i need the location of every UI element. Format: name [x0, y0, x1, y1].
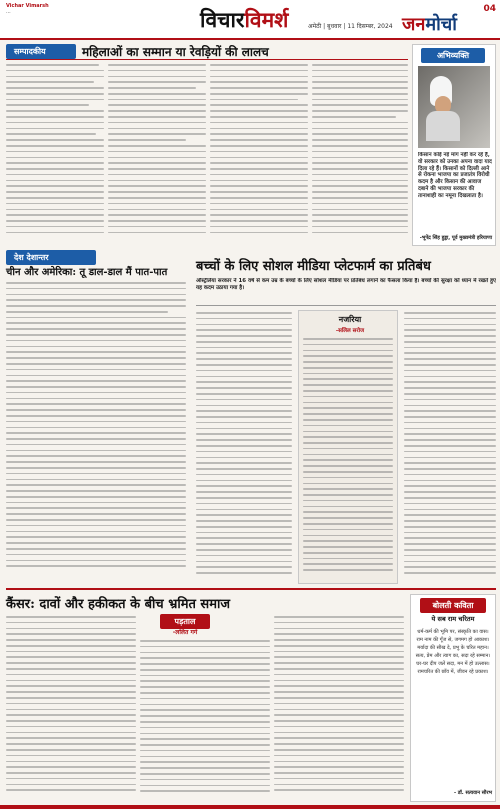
desh-headline: चीन और अमेरिका: तू डाल-डाल मैं पात-पात — [6, 267, 168, 278]
poem-line: राम नाम की गूँज से, जगमग हो आकाश। — [416, 637, 490, 643]
politician-photo — [418, 66, 490, 148]
abhivyakti-quote — [418, 152, 492, 232]
cancer-column-2 — [140, 640, 270, 801]
brand-logo — [402, 12, 457, 36]
section-label-kavita: बोलती कविता — [420, 598, 486, 613]
masthead-left-label: Vichar Vimarsh — [6, 3, 49, 9]
quote-text: किसान कोई नई मांग नहीं कर रहे हैं, वो सरकार को उनका अपना वादा याद दिला रहे हैं। किसानों को दिल्ली आने से रोकना भाजपा का प्रजातंत्र विरोधी कदम है और किसान की आवाज दबाने की भाजपा सरकार की तानाशाही का नमूना दिखलाता है। — [418, 152, 492, 199]
editorial-column-2 — [108, 64, 206, 244]
footer-rule — [0, 805, 500, 809]
masthead-left-text: ... — [6, 9, 11, 15]
quote-author: -भूपेंद्र सिंह हुड्डा, पूर्व मुख्यमंत्री हरियाणा — [419, 235, 492, 241]
divider — [196, 305, 496, 306]
kavita-title: ये सब राम चरितम — [431, 615, 475, 623]
poem-line: घर-घर दीप जलें सदा, मन में हो उल्लास। — [416, 661, 490, 667]
brand-part2: मोर्चा — [425, 14, 457, 35]
cancer-column-3 — [274, 616, 404, 801]
ban-column-1 — [196, 312, 292, 584]
ban-column-3 — [404, 312, 496, 584]
kavita-author: - डॉ. सत्यवान सौरभ — [454, 790, 492, 796]
section-label-editorial: सम्पादकीय — [6, 44, 76, 59]
desh-article-body — [6, 282, 186, 582]
masthead — [0, 0, 500, 40]
cancer-byline: -ललित गर्ग — [172, 629, 198, 636]
masthead-left-block — [6, 3, 196, 15]
masthead-date: अमेठी | बुधवार | 11 दिसम्बर, 2024 — [308, 23, 393, 30]
photo-body — [426, 111, 460, 141]
poem-line: धर्म-कर्म की भूमि पर, संस्कृति का वास। — [417, 629, 489, 635]
section-label-abhivyakti: अभिव्यक्ति — [421, 48, 485, 63]
brand-part1: जन — [402, 14, 426, 35]
nazariya-byline: -सलिल सरोज — [335, 328, 365, 334]
nazariya-body — [303, 338, 393, 580]
section-label-padtaal: पड़ताल — [160, 614, 210, 629]
page-title-part2: विमर्श — [244, 7, 289, 32]
editorial-column-3 — [210, 64, 308, 244]
ban-headline: बच्चों के लिए सोशल मीडिया प्लेटफार्म का प्रतिबंध — [196, 259, 431, 274]
poem-line: रामचरित की छाँव में, जीवन रहे प्रकाश। — [417, 669, 489, 675]
kavita-poem — [414, 628, 492, 788]
editorial-headline: महिलाओं का सम्मान या रेवड़ियों की लालच — [82, 45, 269, 59]
section-label-desh: देश देशान्तर — [6, 250, 96, 265]
ban-deck: ऑस्ट्रेलिया सरकार ने 16 वर्ष से कम उम्र के बच्चों के लिए सोशल मीडिया पर प्रतिबंध लगाने का फैसला किया है। बच्चों की सुरक्षा को ध्यान में रखते हुए यह कदम उठाया गया है। — [196, 278, 496, 291]
poem-line: मर्यादा की सीख दे, प्रभु के चरित महान। — [417, 645, 489, 651]
cancer-headline: कैंसर: दावों और हकीकत के बीच भ्रमित समाज — [6, 597, 230, 612]
divider — [6, 588, 496, 590]
page-title — [200, 6, 288, 34]
poem-line: सत्य, प्रेम और त्याग का, सदा रहे सम्मान। — [415, 653, 491, 659]
editorial-column-1 — [6, 64, 104, 244]
page-title-part1: विचार — [200, 7, 245, 32]
page-number: 04 — [483, 4, 496, 14]
editorial-column-4 — [312, 64, 408, 244]
divider — [6, 59, 408, 60]
nazariya-label: नजरिया — [338, 315, 362, 324]
cancer-column-1 — [6, 616, 136, 801]
